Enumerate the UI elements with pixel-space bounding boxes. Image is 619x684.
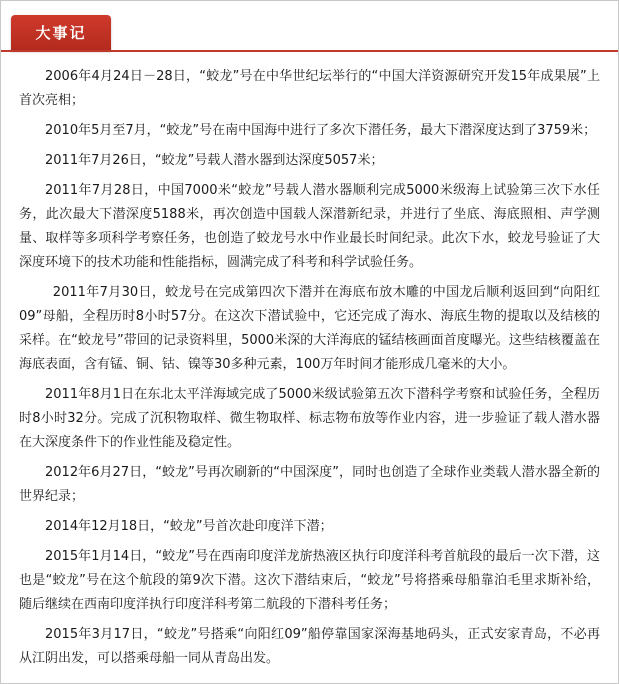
- paragraph: 2011年7月28日，中国7000米“蛟龙”号载人潜水器顺利完成5000米级海上试验第三次下水任务，此次最大下潜深度5188米，再次创造中国载人深潜新纪录，并进行了坐底、海底照相、声学测量、取样等多项科学考察任务，也创造了蛟龙号水中作业最长时间纪录。此次下水，蛟龙号验证了大深度环境下的技术功能和性能指标，圆满完成了科考和科学试验任务。: [19, 183, 600, 270]
- paragraph: 2011年7月26日，“蛟龙”号载人潜水器到达深度5057米；: [45, 153, 384, 168]
- header-divider: [1, 50, 619, 52]
- paragraph: 2011年7月30日，蛟龙号在完成第四次下潜并在海底布放木雕的中国龙后顺利返回到“向阳红09”母船，全程历时8小时57分。在这次下潜试验中，它还完成了海水、海底生物的提取以及结核的采样。在“蛟龙号”带回的记录资料里，5000米深的大洋海底的锰结核画面首度曝光。这些结核覆盖在海底表面，含有锰、铜、钴、镍等30多种元素，100万年时间才能形成几毫米的大小。: [19, 285, 600, 372]
- paragraph: 2010年5月至7月，“蛟龙”号在南中国海中进行了多次下潜任务，最大下潜深度达到了3759米；: [45, 123, 597, 138]
- paragraph: 2015年3月17日，“蛟龙”号搭乘“向阳红09”船停靠国家深海基地码头，正式安家青岛，不必再从江阴出发，可以搭乘母船一同从青岛出发。: [19, 627, 600, 666]
- page-header: [1, 1, 618, 51]
- paragraph: 2011年8月1日在东北太平洋海域完成了5000米级试验第五次下潜科学考察和试验任务，全程历时8小时32分。完成了沉积物取样、微生物取样、标志物布放等作业内容，进一步验证了载人潜水器在大深度条件下的作业性能及稳定性。: [19, 387, 600, 450]
- article-body: [1, 51, 618, 684]
- paragraph: 2015年1月14日，“蛟龙”号在西南印度洋龙旂热液区执行印度洋科考首航段的最后一次下潜，这也是“蛟龙”号在这个航段的第9次下潜。这次下潜结束后，“蛟龙”号将搭乘母船靠泊毛里求斯补给，随后继续在西南印度洋执行印度洋科考第二航段的下潜科考任务；: [19, 549, 600, 612]
- paragraph: 2006年4月24日－28日，“蛟龙”号在中华世纪坛举行的“中国大洋资源研究开发15年成果展”上首次亮相；: [19, 69, 600, 108]
- paragraph: 2014年12月18日，“蛟龙”号首次赴印度洋下潜；: [45, 519, 333, 534]
- section-tab-major-events[interactable]: 大事记: [11, 15, 111, 51]
- paragraph: 2012年6月27日，“蛟龙”号再次刷新的“中国深度”，同时也创造了全球作业类载人潜水器全新的世界纪录；: [19, 465, 600, 504]
